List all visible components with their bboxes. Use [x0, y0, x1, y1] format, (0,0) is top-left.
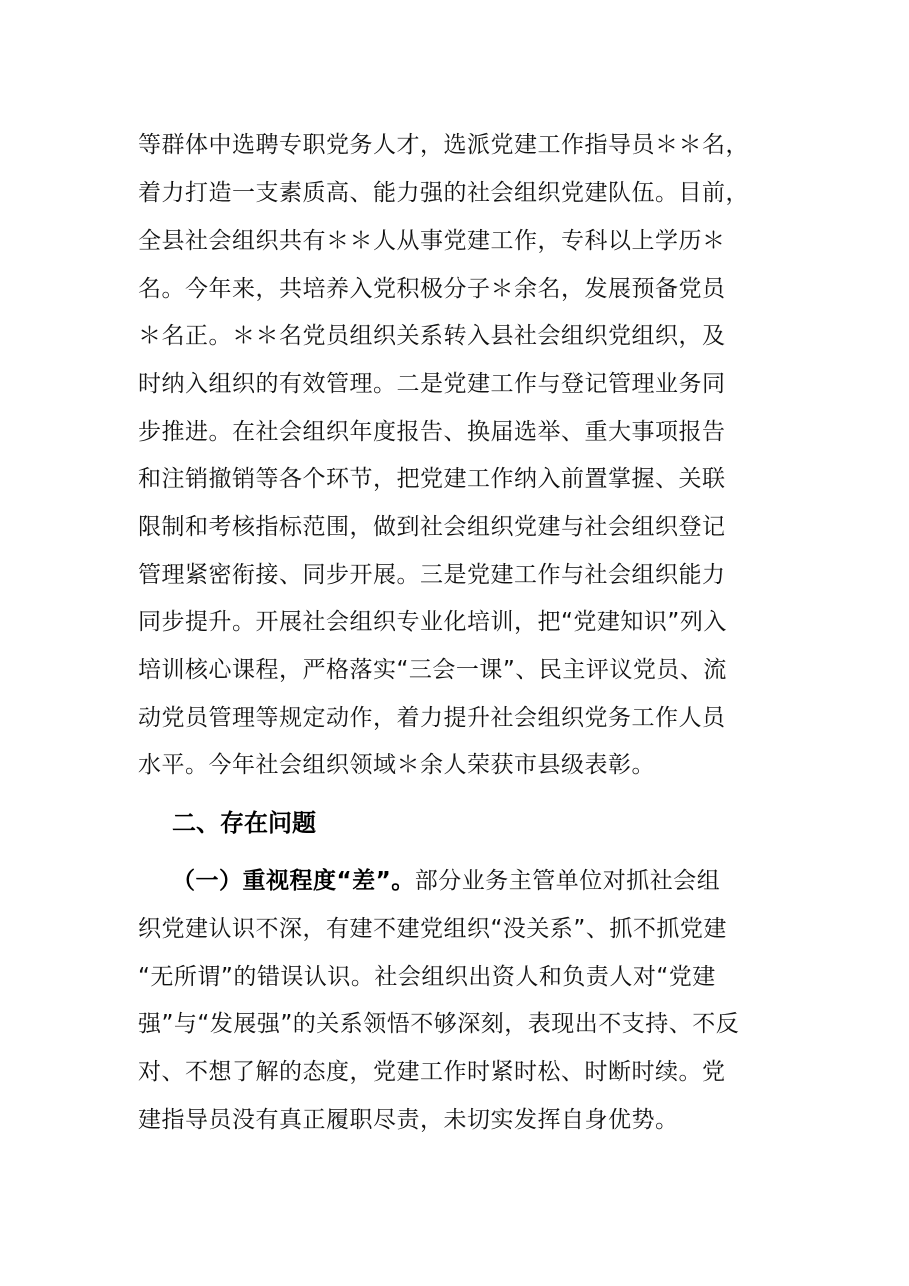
paragraph-line: 培训核心课程，严格落实“三会一课”、民主评议党员、流 [138, 657, 727, 683]
subsection-title: （一）重视程度“差”。 [172, 868, 415, 894]
paragraph-line: “无所谓”的错误认识。社会组织出资人和负责人对“党建 [138, 964, 716, 990]
paragraph-line: 名。今年来，共培养入党积极分子＊余名，发展预备党员 [138, 276, 726, 302]
paragraph-line: 时纳入组织的有效管理。二是党建工作与登记管理业务同 [138, 371, 726, 397]
paragraph-line: 和注销撤销等各个环节，把党建工作纳入前置掌握、关联 [138, 466, 726, 492]
paragraph-line: 等群体中选聘专职党务人才，选派党建工作指导员＊＊名， [138, 132, 749, 158]
paragraph-line: 水平。今年社会组织领域＊余人荣获市县级表彰。 [138, 752, 655, 778]
paragraph-line: 着力打造一支素质高、能力强的社会组织党建队伍。目前， [138, 180, 749, 206]
paragraph-line: 强”与“发展强”的关系领悟不够深刻，表现出不支持、不反 [138, 1011, 740, 1037]
subsection-first-line-text: 部分业务主管单位对抓社会组 [414, 868, 721, 894]
paragraph-line: 全县社会组织共有＊＊人从事党建工作，专科以上学历＊ [138, 228, 726, 254]
paragraph-line: 建指导员没有真正履职尽责，未切实发挥自身优势。 [138, 1107, 679, 1133]
subsection-first-line [172, 857, 782, 905]
paragraph-line: 对、不想了解的态度，党建工作时紧时松、时断时续。党 [138, 1059, 726, 1085]
paragraph-line: 同步提升。开展社会组织专业化培训，把“党建知识”列入 [138, 609, 727, 635]
paragraph-line: 步推进。在社会组织年度报告、换届选举、重大事项报告 [138, 419, 726, 445]
paragraph-line: ＊名正。＊＊名党员组织关系转入县社会组织党组织，及 [138, 323, 726, 349]
paragraph-line: 织党建认识不深，有建不建党组织“没关系”、抓不抓党建 [138, 916, 727, 942]
paragraph-line: 管理紧密衔接、同步开展。三是党建工作与社会组织能力 [138, 562, 726, 588]
section-heading: 二、存在问题 [172, 809, 316, 837]
paragraph-line: 动党员管理等规定动作，着力提升社会组织党务工作人员 [138, 705, 726, 731]
paragraph-line: 限制和考核指标范围，做到社会组织党建与社会组织登记 [138, 514, 726, 540]
